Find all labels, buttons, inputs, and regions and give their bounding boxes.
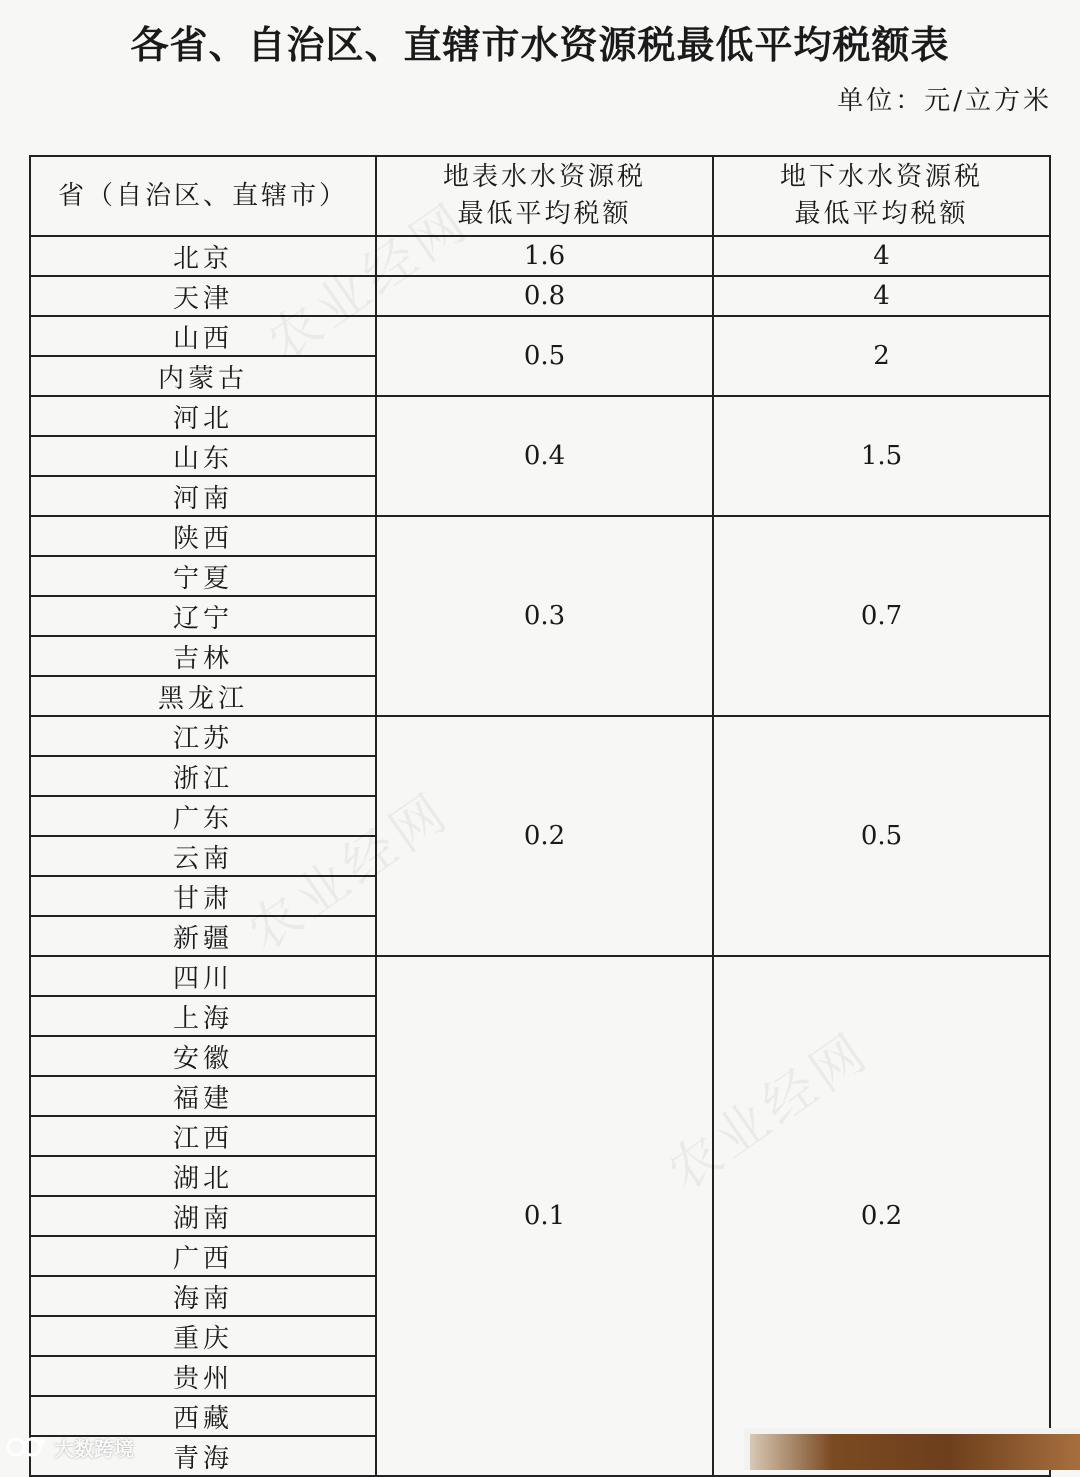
- header-ground-line1: 地下水水资源税: [779, 162, 983, 192]
- region-cell: 重庆: [30, 1316, 376, 1356]
- ground-tax-cell: 0.7: [713, 516, 1050, 716]
- region-cell: 湖北: [30, 1156, 376, 1196]
- table-row: [30, 236, 1050, 276]
- region-cell: 江苏: [30, 716, 376, 756]
- table-row: [30, 276, 1050, 316]
- ground-tax-cell: 4: [713, 236, 1050, 276]
- logo-text: 大数跨境: [54, 1436, 134, 1461]
- region-cell: 安徽: [30, 1036, 376, 1076]
- region-cell: 广西: [30, 1236, 376, 1276]
- region-cell: 甘肃: [30, 876, 376, 916]
- logo-icon: [6, 1434, 48, 1460]
- region-cell: 吉林: [30, 636, 376, 676]
- ground-tax-cell: 0.5: [713, 716, 1050, 956]
- header-surface-water: [376, 156, 713, 236]
- region-cell: 黑龙江: [30, 676, 376, 716]
- table-row: [30, 956, 1050, 996]
- unit-label: 单位：元/立方米: [837, 86, 1052, 116]
- region-cell: 青海: [30, 1436, 376, 1476]
- ground-tax-cell: 4: [713, 276, 1050, 316]
- table-row: [30, 716, 1050, 756]
- table-row: [30, 396, 1050, 436]
- region-cell: 江西: [30, 1116, 376, 1156]
- region-cell: 浙江: [30, 756, 376, 796]
- region-cell: 上海: [30, 996, 376, 1036]
- table-row: [30, 316, 1050, 356]
- region-cell: 云南: [30, 836, 376, 876]
- photo-corner: [744, 1428, 1080, 1470]
- region-cell: 四川: [30, 956, 376, 996]
- tax-table: [29, 155, 1051, 1477]
- watermark: 农业经网: [656, 1020, 882, 1204]
- watermark: 农业经网: [256, 190, 482, 374]
- region-cell: 山东: [30, 436, 376, 476]
- header-ground-line2: 最低平均税额: [794, 199, 969, 229]
- surface-tax-cell: 0.5: [376, 316, 713, 396]
- region-cell: 山西: [30, 316, 376, 356]
- region-cell: 福建: [30, 1076, 376, 1116]
- header-ground-water: [713, 156, 1050, 236]
- page-title: 各省、自治区、直辖市水资源税最低平均税额表: [130, 23, 950, 67]
- region-cell: 广东: [30, 796, 376, 836]
- surface-tax-cell: 0.1: [376, 956, 713, 1476]
- region-cell: 内蒙古: [30, 356, 376, 396]
- region-cell: 河北: [30, 396, 376, 436]
- surface-tax-cell: 0.3: [376, 516, 713, 716]
- region-cell: 陕西: [30, 516, 376, 556]
- region-cell: 河南: [30, 476, 376, 516]
- surface-tax-cell: 0.2: [376, 716, 713, 956]
- region-cell: 西藏: [30, 1396, 376, 1436]
- table-body: [30, 236, 1050, 1476]
- region-cell: 海南: [30, 1276, 376, 1316]
- ground-tax-cell: 1.5: [713, 396, 1050, 516]
- watermark: 农业经网: [236, 780, 462, 964]
- header-surface-line2: 最低平均税额: [457, 199, 632, 229]
- header-province: 省（自治区、直辖市）: [30, 156, 376, 236]
- ground-tax-cell: 0.2: [713, 956, 1050, 1476]
- table-header-row: [30, 156, 1050, 236]
- region-cell: 辽宁: [30, 596, 376, 636]
- header-surface-line1: 地表水水资源税: [442, 162, 646, 192]
- region-cell: 天津: [30, 276, 376, 316]
- surface-tax-cell: 1.6: [376, 236, 713, 276]
- region-cell: 宁夏: [30, 556, 376, 596]
- region-cell: 贵州: [30, 1356, 376, 1396]
- region-cell: 新疆: [30, 916, 376, 956]
- table-row: [30, 516, 1050, 556]
- region-cell: 北京: [30, 236, 376, 276]
- source-logo: [6, 1430, 134, 1464]
- ground-tax-cell: 2: [713, 316, 1050, 396]
- surface-tax-cell: 0.8: [376, 276, 713, 316]
- region-cell: 湖南: [30, 1196, 376, 1236]
- surface-tax-cell: 0.4: [376, 396, 713, 516]
